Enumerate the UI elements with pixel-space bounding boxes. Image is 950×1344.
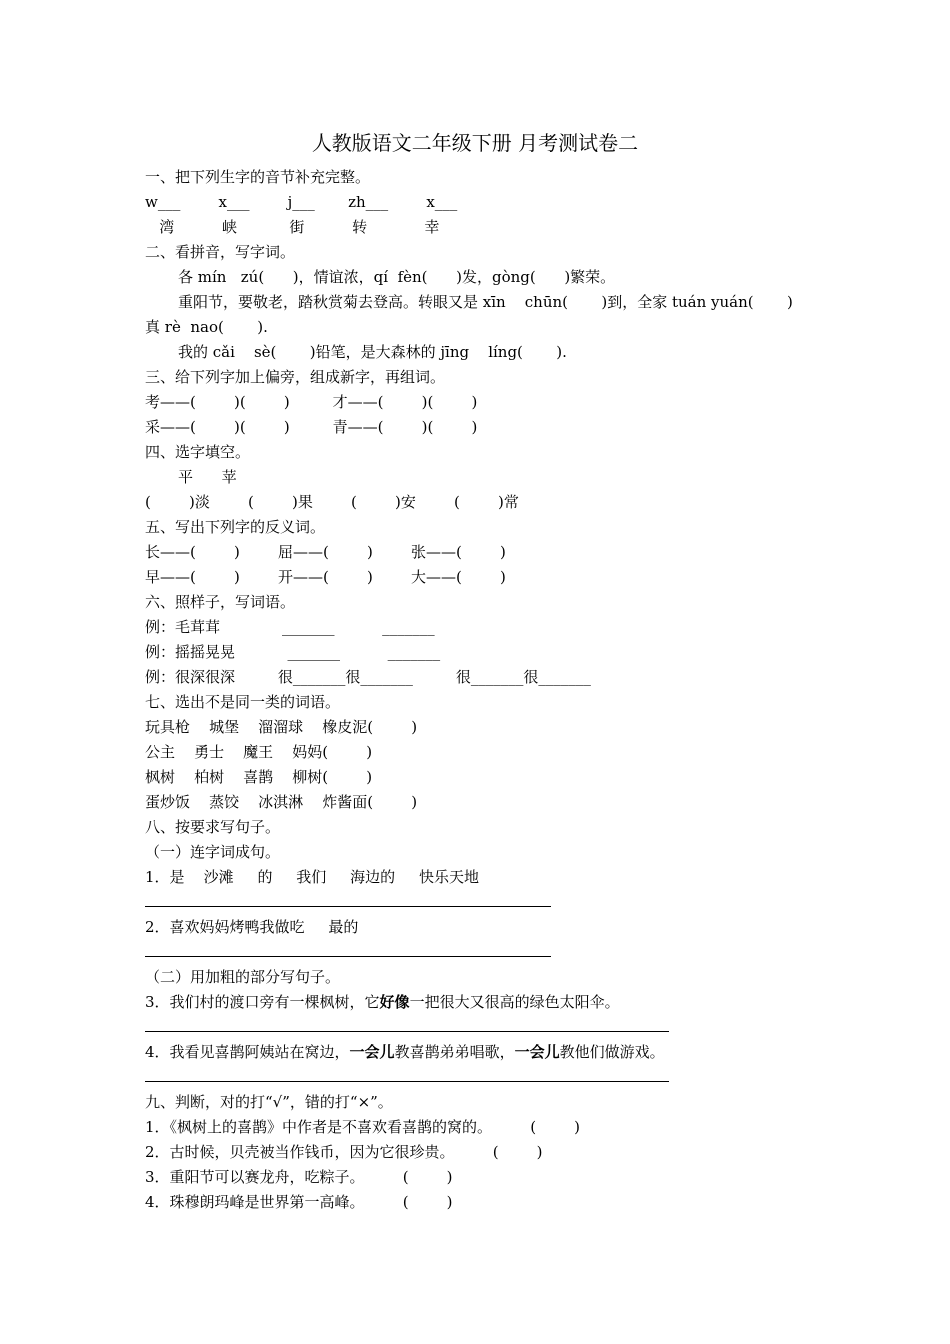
- answer-line-1: [145, 906, 551, 907]
- section-8-sub-2: （二）用加粗的部分写句子。: [145, 968, 341, 986]
- section-9-question-4: 4．珠穆朗玛峰是世界第一高峰。 ( ): [145, 1193, 453, 1211]
- section-8-question-3: [145, 992, 620, 1012]
- section-5-row-2: 早——( ) 开——( ) 大——( ): [145, 568, 506, 586]
- section-2-heading: 二、看拼音，写字词。: [145, 243, 296, 261]
- section-6-heading: 六、照样子，写词语。: [145, 593, 296, 611]
- section-4-blanks: ( )淡 ( )果 ( )安 ( )常: [145, 493, 519, 511]
- section-9-question-3: 3．重阳节可以赛龙舟，吃粽子。 ( ): [145, 1168, 453, 1186]
- section-4-heading: 四、选字填空。: [145, 443, 251, 461]
- q4-text-mid: 教喜鹊弟弟唱歌，: [394, 1043, 515, 1061]
- section-9-question-1: 1．《枫树上的喜鹊》中作者是不喜欢看喜鹊的窝的。 ( ): [145, 1118, 581, 1136]
- section-6-example-3: 例：很深很深 很_______很_______ 很_______很_______: [145, 668, 591, 686]
- section-7-row-4: 蛋炒饭 蒸饺 冰淇淋 炸酱面( ): [145, 793, 418, 811]
- q4-text-post: 教他们做游戏。: [559, 1043, 665, 1061]
- q4-text-pre: 4．我看见喜鹊阿姨站在窝边，: [145, 1043, 350, 1061]
- section-5-row-1: 长——( ) 屈——( ) 张——( ): [145, 543, 506, 561]
- section-8-question-4: [145, 1042, 665, 1062]
- q4-bold-phrase-2: 一会儿: [514, 1043, 560, 1061]
- section-6-example-1: 例：毛茸茸 _______ _______: [145, 618, 435, 636]
- answer-line-3: [145, 1031, 669, 1032]
- section-3-row-1: 考——( )( ) 才——( )( ): [145, 393, 478, 411]
- page-title: 人教版语文二年级下册 月考测试卷二: [311, 131, 639, 155]
- section-9-question-2: 2．古时候，贝壳被当作钱币，因为它很珍贵。 ( ): [145, 1143, 543, 1161]
- section-3-heading: 三、给下列字加上偏旁，组成新字，再组词。: [145, 368, 446, 386]
- section-1-heading: 一、把下列生字的音节补充完整。: [145, 168, 371, 186]
- q3-text-post: 一把很大又很高的绿色太阳伞。: [409, 993, 620, 1011]
- section-1-pinyin: w___ x___ j___ zh___ x___: [145, 193, 458, 211]
- section-8-question-2: 2．喜欢妈妈烤鸭我做吃 最的: [145, 918, 359, 936]
- section-7-heading: 七、选出不是同一类的词语。: [145, 693, 341, 711]
- section-1-chars: 湾 峡 街 转 幸: [145, 218, 440, 236]
- q3-text-pre: 3．我们村的渡口旁有一棵枫树，它: [145, 993, 380, 1011]
- section-4-options: 平 苹: [178, 468, 237, 486]
- section-2-line-3: 真 rè nao( ).: [145, 318, 268, 336]
- section-2-line-4: 我的 cǎi sè( )铅笔，是大森林的 jīng líng( ).: [178, 343, 567, 361]
- section-8-question-1: 1．是 沙滩 的 我们 海边的 快乐天地: [145, 868, 479, 886]
- section-7-row-2: 公主 勇士 魔王 妈妈( ): [145, 743, 373, 761]
- section-2-line-1: 各 mín zú( )，情谊浓，qí fèn( )发，gòng( )繁荣。: [178, 268, 616, 286]
- section-2-line-2: 重阳节，要敬老，踏秋赏菊去登高。转眼又是 xīn chūn( )到，全家 tuán yuán( ): [178, 293, 793, 311]
- section-7-row-3: 枫树 柏树 喜鹊 柳树( ): [145, 768, 373, 786]
- section-6-example-2: 例：摇摇晃晃 _______ _______: [145, 643, 441, 661]
- answer-line-4: [145, 1081, 669, 1082]
- section-3-row-2: 采——( )( ) 青——( )( ): [145, 418, 478, 436]
- q3-bold-phrase: 好像: [379, 993, 410, 1011]
- section-8-heading: 八、按要求写句子。: [145, 818, 281, 836]
- section-8-sub-1: （一）连字词成句。: [145, 843, 281, 861]
- q4-bold-phrase-1: 一会儿: [349, 1043, 395, 1061]
- section-5-heading: 五、写出下列字的反义词。: [145, 518, 326, 536]
- section-7-row-1: 玩具枪 城堡 溜溜球 橡皮泥( ): [145, 718, 418, 736]
- section-9-heading: 九、判断，对的打“√”，错的打“×”。: [145, 1093, 393, 1111]
- answer-line-2: [145, 956, 551, 957]
